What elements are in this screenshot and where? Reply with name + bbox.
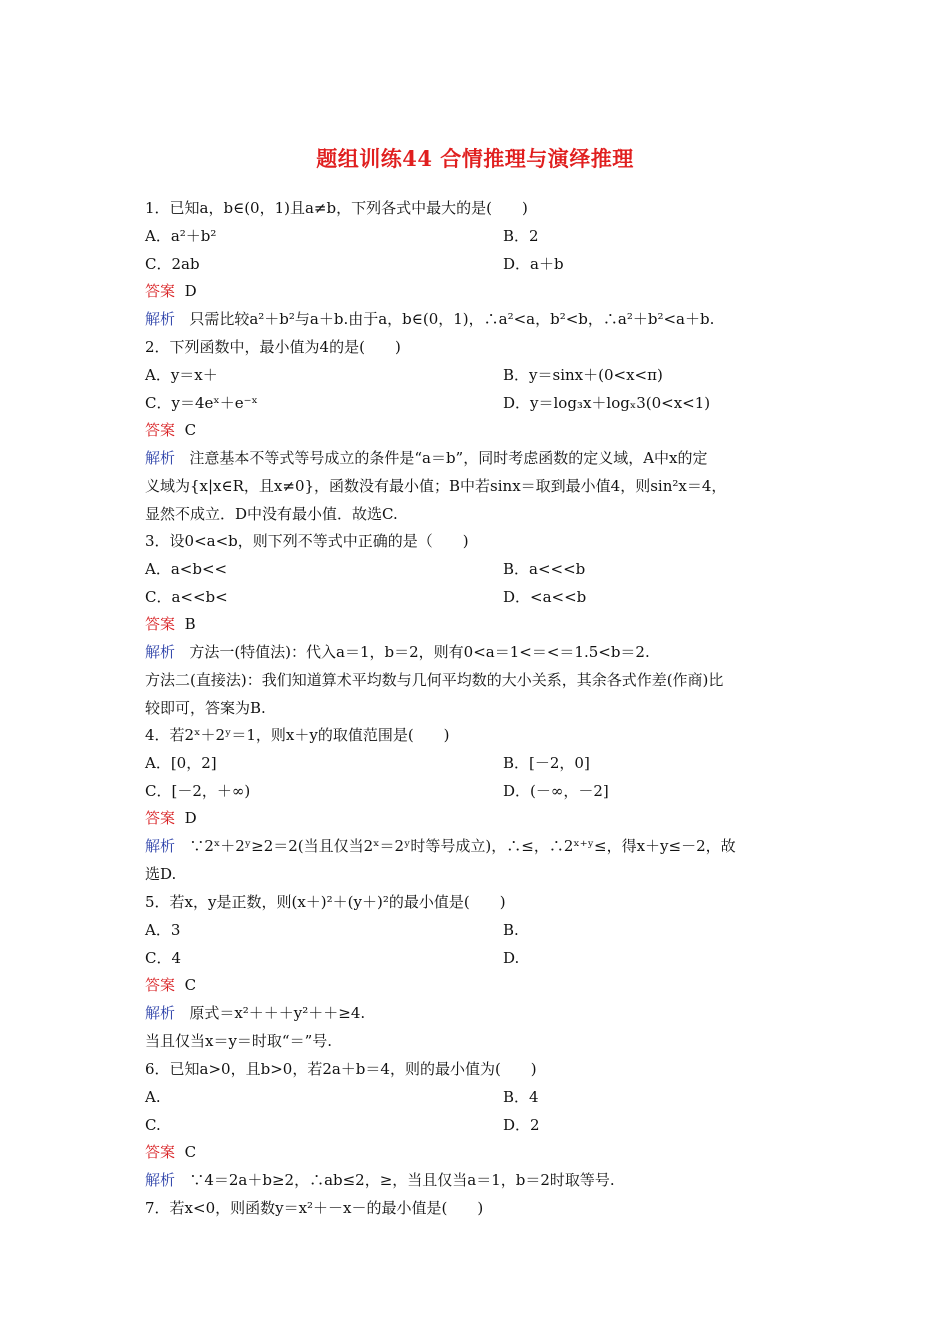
question-5-option-a: A．3 bbox=[145, 921, 181, 939]
question-1-option-b: B．2 bbox=[503, 227, 539, 245]
question-3-analysis-line-2: 方法二(直接法)：我们知道算术平均数与几何平均数的大小关系，其余各式作差(作商)比 bbox=[145, 671, 724, 689]
question-3-stem: 3．设0<a<b，则下列不等式中正确的是（ ) bbox=[145, 532, 469, 550]
question-2-option-c: C．y＝4eˣ＋e⁻ˣ bbox=[145, 394, 258, 412]
question-7-stem: 7．若x<0，则函数y＝x²＋－x－的最小值是( ) bbox=[145, 1199, 484, 1217]
analysis-label: 解析 bbox=[145, 449, 176, 467]
answer-value: C bbox=[184, 421, 197, 439]
question-4-analysis-line-1 bbox=[145, 836, 736, 856]
answer-label: 答案 bbox=[145, 282, 176, 300]
question-2-analysis-line-2: 义域为{x|x∈R，且x≠0}，函数没有最小值；B中若sinx＝取到最小值4，则sin²x＝4， bbox=[145, 477, 727, 495]
question-1-option-c: C．2ab bbox=[145, 255, 200, 273]
question-1-option-a: A．a²＋b² bbox=[145, 227, 217, 245]
question-4-option-a: A．[0，2] bbox=[145, 754, 217, 772]
question-3-option-c: C．a<<b< bbox=[145, 588, 228, 606]
question-2-option-b: B．y＝sinx＋(0<x<π) bbox=[503, 366, 663, 384]
question-6-analysis bbox=[145, 1170, 615, 1190]
answer-label: 答案 bbox=[145, 976, 176, 994]
question-6-option-c: C. bbox=[145, 1116, 161, 1134]
analysis-text: 原式＝x²＋＋＋y²＋＋≥4. bbox=[189, 1004, 366, 1022]
question-5-answer bbox=[145, 975, 196, 995]
analysis-label: 解析 bbox=[145, 837, 176, 855]
question-3-answer bbox=[145, 614, 196, 634]
question-4-answer bbox=[145, 808, 197, 828]
answer-label: 答案 bbox=[145, 1143, 176, 1161]
question-6-option-d: D．2 bbox=[503, 1116, 540, 1134]
answer-label: 答案 bbox=[145, 809, 176, 827]
question-1-answer bbox=[145, 281, 197, 301]
analysis-text: 方法一(特值法)：代入a＝1，b＝2，则有0<a＝1<＝<＝1.5<b＝2. bbox=[189, 643, 650, 661]
question-4-analysis-line-2: 选D. bbox=[145, 865, 177, 883]
question-5-analysis-line-1 bbox=[145, 1003, 365, 1023]
answer-value: D bbox=[184, 282, 197, 300]
question-4-option-d: D．(－∞，－2] bbox=[503, 782, 609, 800]
question-3-option-a: A．a<b<< bbox=[145, 560, 228, 578]
answer-label: 答案 bbox=[145, 615, 176, 633]
analysis-text: ∵4＝2a＋b≥2，∴ab≤2，≥，当且仅当a＝1，b＝2时取等号. bbox=[189, 1171, 615, 1189]
answer-value: C bbox=[184, 1143, 197, 1161]
question-4-option-c: C．[－2，＋∞) bbox=[145, 782, 251, 800]
question-1-option-d: D．a＋b bbox=[503, 255, 564, 273]
question-2-analysis-line-3: 显然不成立．D中没有最小值．故选C. bbox=[145, 505, 398, 523]
answer-value: D bbox=[184, 809, 197, 827]
question-4-stem: 4．若2ˣ＋2ʸ＝1，则x＋y的取值范围是( ) bbox=[145, 726, 450, 744]
question-3-option-b: B．a<<<b bbox=[503, 560, 586, 578]
analysis-label: 解析 bbox=[145, 643, 176, 661]
question-1-stem: 1．已知a，b∈(0，1)且a≠b，下列各式中最大的是( ) bbox=[145, 199, 528, 217]
question-2-analysis-line-1 bbox=[145, 448, 708, 468]
page-title: 题组训练44 合情推理与演绎推理 bbox=[316, 146, 634, 171]
analysis-label: 解析 bbox=[145, 310, 176, 328]
analysis-label: 解析 bbox=[145, 1171, 176, 1189]
question-6-option-b: B．4 bbox=[503, 1088, 539, 1106]
answer-label: 答案 bbox=[145, 421, 176, 439]
question-5-option-b: B. bbox=[503, 921, 519, 939]
question-2-option-a: A．y＝x＋ bbox=[145, 366, 218, 384]
question-5-stem: 5．若x，y是正数，则(x＋)²＋(y＋)²的最小值是( ) bbox=[145, 893, 506, 911]
analysis-label: 解析 bbox=[145, 1004, 176, 1022]
question-1-analysis bbox=[145, 309, 714, 329]
question-5-option-c: C．4 bbox=[145, 949, 182, 967]
question-6-option-a: A. bbox=[145, 1088, 161, 1106]
question-2-stem: 2．下列函数中，最小值为4的是( ) bbox=[145, 338, 401, 356]
answer-value: B bbox=[184, 615, 196, 633]
question-3-analysis-line-1 bbox=[145, 642, 650, 662]
question-5-analysis-line-2: 当且仅当x＝y＝时取“＝”号. bbox=[145, 1032, 333, 1050]
question-3-option-d: D．<a<<b bbox=[503, 588, 587, 606]
question-2-option-d: D．y＝log₃x＋logₓ3(0<x<1) bbox=[503, 394, 711, 412]
question-6-answer bbox=[145, 1142, 196, 1162]
question-3-analysis-line-3: 较即可，答案为B. bbox=[145, 699, 266, 717]
question-6-stem: 6．已知a>0，且b>0，若2a＋b＝4，则的最小值为( ) bbox=[145, 1060, 537, 1078]
analysis-text: 注意基本不等式等号成立的条件是“a＝b”，同时考虑函数的定义域，A中x的定 bbox=[189, 449, 708, 467]
question-5-option-d: D. bbox=[503, 949, 520, 967]
question-4-option-b: B．[－2，0] bbox=[503, 754, 590, 772]
question-2-answer bbox=[145, 420, 196, 440]
analysis-text: 只需比较a²＋b²与a＋b.由于a，b∈(0，1)，∴a²<a，b²<b，∴a²＋b²<a＋b. bbox=[189, 310, 715, 328]
answer-value: C bbox=[184, 976, 197, 994]
analysis-text: ∵2ˣ＋2ʸ≥2＝2(当且仅当2ˣ＝2ʸ时等号成立)，∴≤，∴2ˣ⁺ʸ≤，得x＋y≤－2，故 bbox=[189, 837, 736, 855]
